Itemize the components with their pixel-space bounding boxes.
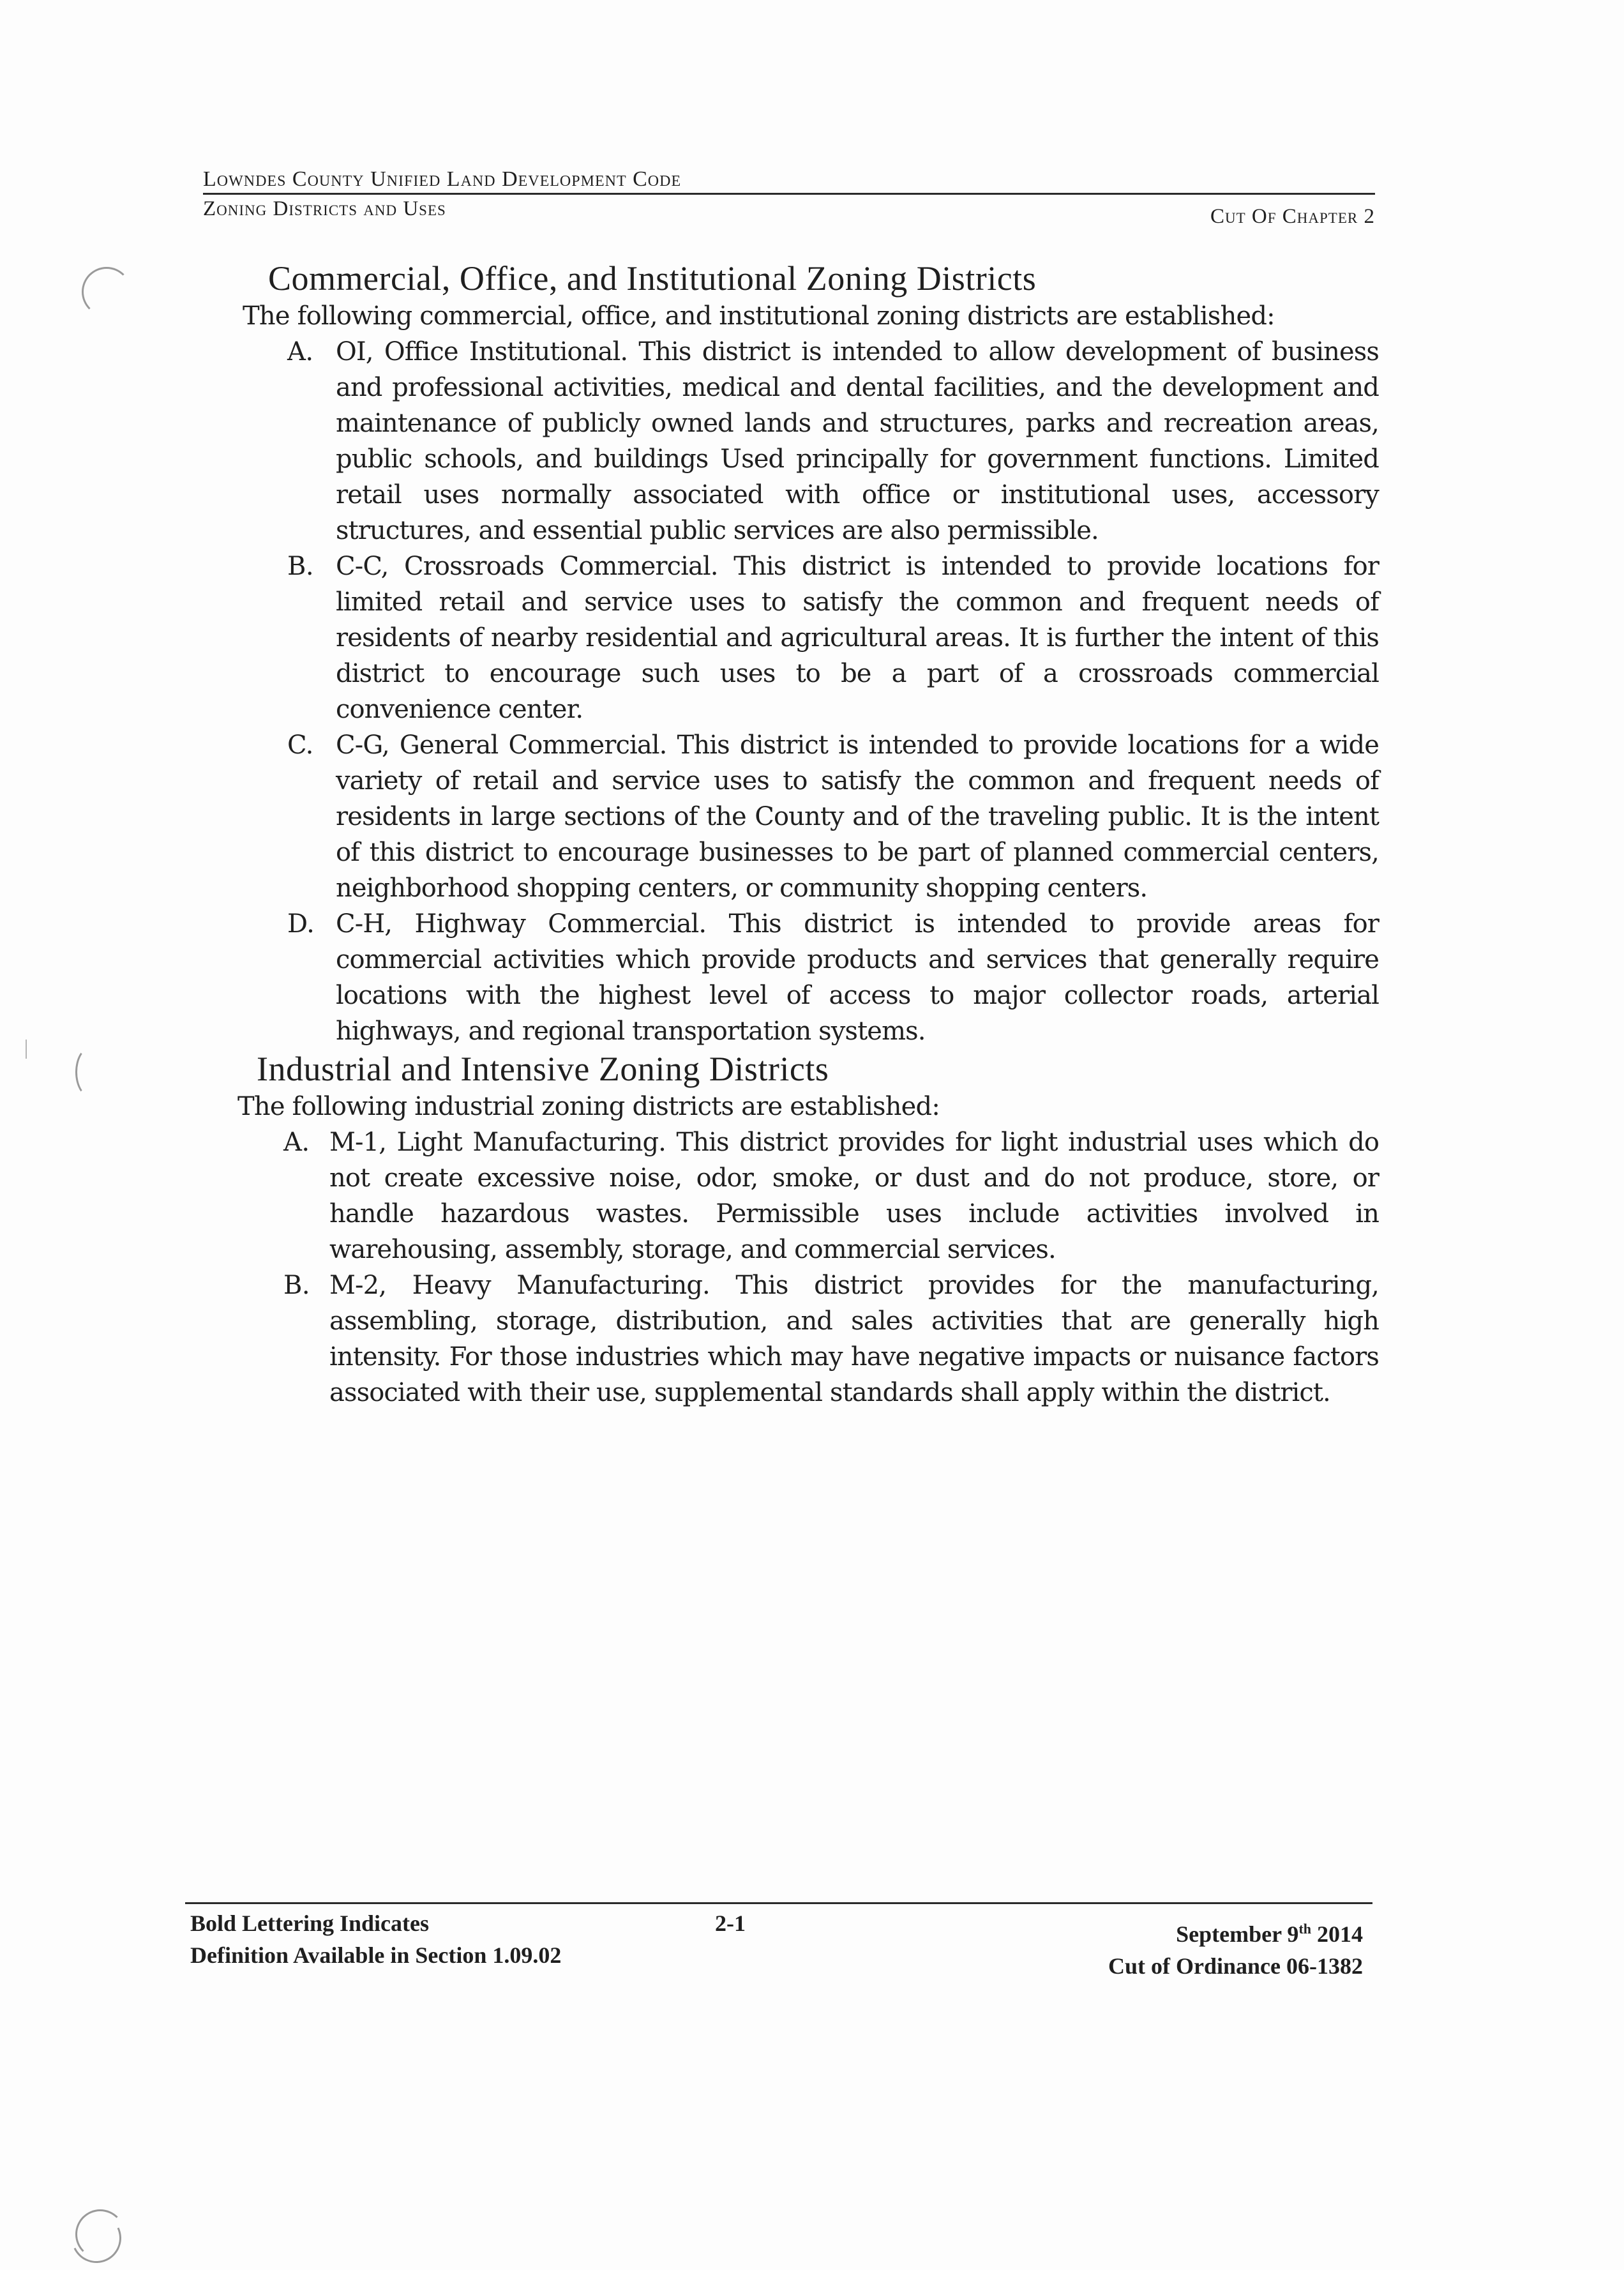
scan-mark	[26, 1040, 27, 1059]
footer-date	[1108, 1913, 1363, 1950]
list-item	[243, 1124, 1379, 1267]
note-line-1: Bold Lettering Indicates	[190, 1911, 429, 1936]
list-item	[243, 549, 1379, 727]
list-item-letter: A.	[283, 1128, 310, 1157]
note-line-2: Definition Available in Section 1.09.02	[190, 1942, 562, 1968]
binder-hole-middle	[75, 1047, 105, 1097]
list-item	[243, 334, 1379, 549]
list-item-text: OI, Office Institutional. This district is intended to allow development of business and professional activities, medical and dental facilities, and the development and maintenance of publicly owned lands and structures, parks and recreation areas, public schools, and buildings Used principally for government functions. Limited retail uses normally associated with office or institutional uses, accessory structures, and essential public services are also permissible.	[336, 337, 1379, 545]
page-number: 2-1	[715, 1911, 746, 1936]
running-header-subline	[203, 195, 1375, 227]
list-item-text: C-C, Crossroads Commercial. This district is intended to provide locations for limited retail and service uses to satisfy the common and frequent needs of residents of nearby residential and agricultural areas. It is further the intent of this district to encourage such uses to be a part of a crossroads commercial convenience center.	[336, 552, 1379, 724]
commercial-office-institutional-section	[243, 259, 1379, 1049]
date-year: 2014	[1311, 1921, 1363, 1947]
chapter-label: Cut Of Chapter 2	[1210, 205, 1375, 228]
district-list	[243, 1124, 1379, 1411]
bold-lettering-note	[190, 1907, 561, 1971]
document-title: Lowndes County Unified Land Development Code	[203, 167, 1375, 195]
footer-date-block	[1108, 1913, 1363, 1982]
list-item-letter: C.	[287, 730, 313, 760]
page-footer	[185, 1902, 1372, 1979]
document-body	[237, 259, 1379, 1411]
list-item	[243, 906, 1379, 1049]
binder-hole-top	[82, 267, 132, 317]
list-item	[243, 727, 1379, 906]
ordinance-reference: Cut of Ordinance 06-1382	[1108, 1953, 1363, 1979]
date-day: September 9	[1176, 1921, 1299, 1947]
list-item-letter: B.	[287, 552, 314, 581]
footer-row	[185, 1904, 1372, 1979]
list-item-letter: D.	[287, 909, 315, 939]
industrial-intensive-section	[237, 1049, 1379, 1411]
list-item-text: C-H, Highway Commercial. This district is intended to provide areas for commercial activities which provide products and services that generally require locations with the highest level of access to major collector roads, arterial highways, and regional transportation systems.	[336, 909, 1379, 1046]
section-heading: Industrial and Intensive Zoning Districts	[257, 1050, 829, 1088]
list-item-text: M-2, Heavy Manufacturing. This district provides for the manufacturing, assembling, storage, distribution, and sales activities that are generally high intensity. For those industries which may have negative impacts or nuisance factors associated with their use, supplemental standards shall apply within the district.	[329, 1271, 1379, 1407]
section-heading: Commercial, Office, and Institutional Zoning Districts	[268, 259, 1037, 298]
running-header	[203, 167, 1375, 227]
list-item-text: C-G, General Commercial. This district is intended to provide locations for a wide variety of retail and service uses to satisfy the common and frequent needs of residents in large sections of the County and of the traveling public. It is the intent of this district to encourage businesses to be part of planned commercial centers, neighborhood shopping centers, or community shopping centers.	[336, 730, 1379, 903]
list-item-letter: B.	[283, 1271, 310, 1300]
list-item-letter: A.	[287, 337, 313, 367]
date-suffix: th	[1298, 1921, 1311, 1937]
list-item	[243, 1267, 1379, 1411]
list-item-text: M-1, Light Manufacturing. This district provides for light industrial uses which do not create excessive noise, odor, smoke, or dust and do not produce, store, or handle hazardous wastes. Permissible uses include activities involved in warehousing, assembly, storage, and commercial services.	[329, 1128, 1379, 1264]
district-list	[243, 334, 1379, 1049]
section-intro: The following industrial zoning districts are established:	[237, 1092, 940, 1121]
section-intro: The following commercial, office, and institutional zoning districts are established:	[243, 301, 1275, 331]
binder-hole-bottom-mark	[64, 2206, 128, 2270]
section-label: Zoning Districts and Uses	[203, 197, 446, 220]
